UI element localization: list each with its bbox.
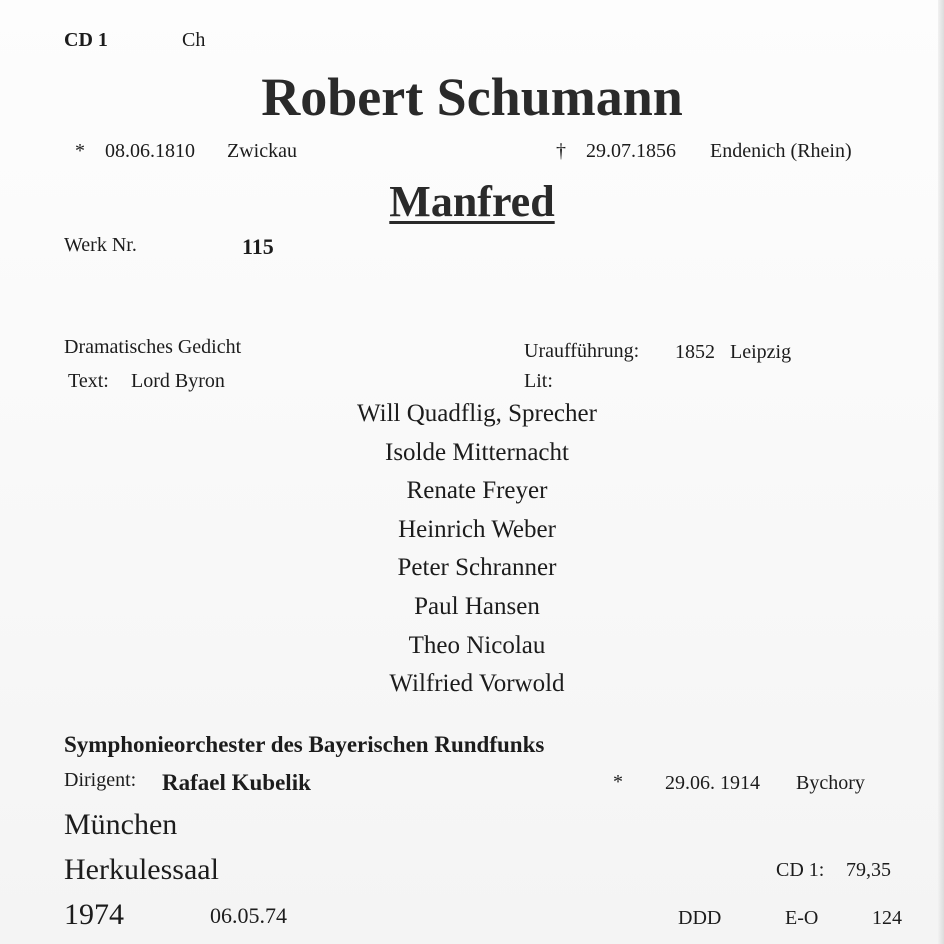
cast-member: Will Quadflig, Sprecher bbox=[357, 400, 597, 427]
ch-label: Ch bbox=[182, 29, 206, 51]
birth-mark: * bbox=[75, 140, 85, 162]
cast-member: Wilfried Vorwold bbox=[389, 670, 565, 698]
duration-value: 79,35 bbox=[846, 859, 891, 881]
work-genre: Dramatisches Gedicht bbox=[64, 336, 242, 358]
duration-label: CD 1: bbox=[776, 859, 825, 881]
conductor-birth-mark: * bbox=[613, 771, 623, 793]
recording-year: 1974 bbox=[64, 898, 124, 931]
cast-member: Heinrich Weber bbox=[398, 515, 556, 543]
lit-label: Lit: bbox=[524, 370, 553, 392]
work-title-text: Manfred bbox=[389, 177, 555, 226]
death-mark: † bbox=[556, 140, 566, 162]
text-author: Lord Byron bbox=[131, 370, 225, 392]
recording-format: DDD bbox=[678, 907, 722, 929]
cast-member: Renate Freyer bbox=[406, 477, 548, 505]
conductor-birth-place: Bychory bbox=[796, 772, 865, 794]
recording-date: 06.05.74 bbox=[210, 903, 287, 928]
premiere-place: Leipzig bbox=[730, 341, 792, 363]
work-number-label: Werk Nr. bbox=[64, 234, 137, 256]
cast-member: Theo Nicolau bbox=[408, 631, 546, 659]
recording-city: München bbox=[64, 808, 178, 841]
death-place: Endenich (Rhein) bbox=[710, 140, 852, 162]
work-number: 115 bbox=[242, 234, 274, 259]
composer-name: Robert Schumann bbox=[261, 67, 683, 127]
conductor-label: Dirigent: bbox=[64, 769, 137, 791]
cd-label: CD 1 bbox=[64, 29, 108, 51]
cast-member: Paul Hansen bbox=[414, 592, 540, 620]
catalog-number: 124 bbox=[872, 907, 902, 929]
work-title bbox=[0, 177, 944, 226]
cast-member: Isolde Mitternacht bbox=[385, 438, 569, 466]
death-date: 29.07.1856 bbox=[586, 140, 676, 162]
birth-place: Zwickau bbox=[227, 140, 297, 162]
cast-list bbox=[0, 400, 944, 709]
recording-code: E-O bbox=[785, 907, 819, 929]
premiere-label: Uraufführung: bbox=[524, 340, 640, 362]
recording-venue: Herkulessaal bbox=[64, 853, 219, 886]
conductor-birth-date: 29.06. 1914 bbox=[665, 772, 760, 794]
text-label: Text: bbox=[68, 370, 109, 392]
cast-member: Peter Schranner bbox=[397, 554, 557, 582]
conductor-name: Rafael Kubelik bbox=[162, 770, 311, 795]
premiere-year: 1852 bbox=[675, 341, 715, 363]
orchestra-name: Symphonieorchester des Bayerischen Rundfunks bbox=[64, 732, 545, 757]
birth-date: 08.06.1810 bbox=[105, 140, 195, 162]
